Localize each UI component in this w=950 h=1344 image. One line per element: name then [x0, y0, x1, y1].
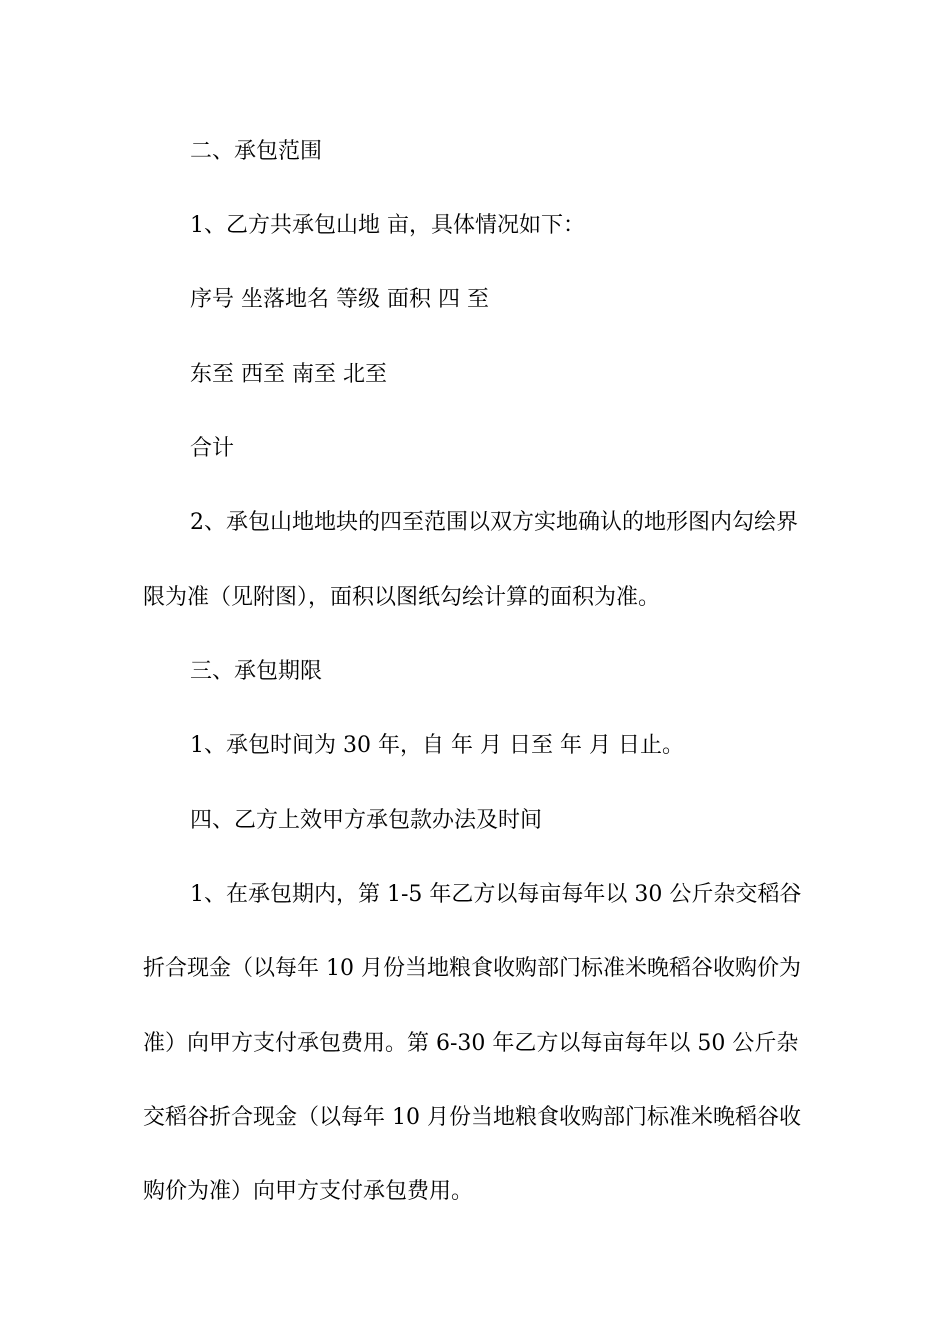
section-heading-scope: 二、承包范围: [190, 139, 323, 164]
paragraph-payment-line-5: 购价为准）向甲方支付承包费用。: [143, 1179, 474, 1204]
section-heading-payment: 四、乙方上效甲方承包款办法及时间: [190, 808, 543, 833]
paragraph-payment-line-1: 1、在承包期内，第 1-5 年乙方以每亩每年以 30 公斤杂交稻谷: [190, 882, 802, 907]
table-header-row-1: 序号 坐落地名 等级 面积 四 至: [190, 287, 489, 312]
paragraph-scope-item-2-line-1: 2、承包山地地块的四至范围以双方实地确认的地形图内勾绘界: [190, 510, 798, 535]
paragraph-payment-line-3: 准）向甲方支付承包费用。第 6-30 年乙方以每亩每年以 50 公斤杂: [143, 1031, 799, 1056]
paragraph-scope-item-2-line-2: 限为准（见附图），面积以图纸勾绘计算的面积为准。: [143, 585, 661, 610]
table-total-label: 合计: [190, 436, 235, 461]
paragraph-payment-line-2: 折合现金（以每年 10 月份当地粮食收购部门标准米晚稻谷收购价为: [143, 956, 801, 981]
section-heading-term: 三、承包期限: [190, 659, 323, 684]
paragraph-term-item-1: 1、承包时间为 30 年，自 年 月 日至 年 月 日止。: [190, 733, 684, 758]
paragraph-scope-item-1: 1、乙方共承包山地 亩，具体情况如下：: [190, 213, 585, 238]
paragraph-payment-line-4: 交稻谷折合现金（以每年 10 月份当地粮食收购部门标准米晚稻谷收: [143, 1105, 801, 1130]
table-header-row-2: 东至 西至 南至 北至: [190, 362, 387, 387]
